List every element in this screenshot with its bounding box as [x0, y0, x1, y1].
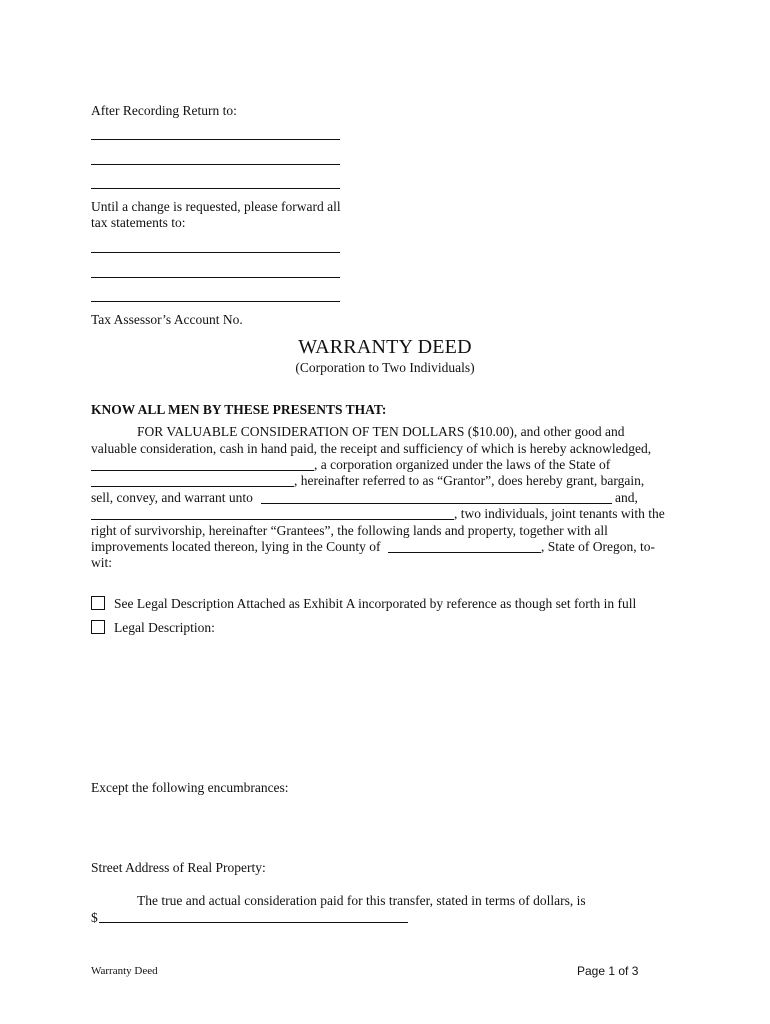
- know-all-heading: KNOW ALL MEN BY THESE PRESENTS THAT:: [91, 402, 387, 417]
- body-line-8b: , State of Oregon, to-: [541, 539, 655, 554]
- body-line-3: , a corporation organized under the laws of the State of: [314, 457, 611, 472]
- consideration-amount-field[interactable]: [99, 922, 408, 923]
- return-line-3[interactable]: [91, 188, 340, 189]
- legal-description-label: Legal Description:: [114, 620, 215, 635]
- exhibit-a-label: See Legal Description Attached as Exhibit A incorporated by reference as though set forth in full: [114, 596, 637, 611]
- document-subtitle: (Corporation to Two Individuals): [295, 360, 475, 375]
- grantee-2-field[interactable]: [91, 519, 454, 520]
- dollar-sign: $: [91, 910, 98, 925]
- body-line-6: , two individuals, joint tenants with the: [454, 506, 665, 521]
- encumbrances-label: Except the following encumbrances:: [91, 780, 289, 795]
- exhibit-a-checkbox[interactable]: [91, 596, 105, 610]
- footer-document-name: Warranty Deed: [91, 965, 158, 977]
- body-line-8a: improvements located thereon, lying in the County of: [91, 539, 381, 554]
- tax-label-line2: tax statements to:: [91, 215, 186, 230]
- tax-line-2[interactable]: [91, 277, 340, 278]
- body-line-4: , hereinafter referred to as “Grantor”, does hereby grant, bargain,: [294, 473, 645, 488]
- tax-label-line1: Until a change is requested, please forward all: [91, 199, 341, 214]
- grantor-name-field[interactable]: [91, 470, 314, 471]
- body-line-1: FOR VALUABLE CONSIDERATION OF TEN DOLLARS ($10.00), and other good and: [137, 424, 625, 439]
- footer-page-number: Page 1 of 3: [577, 964, 639, 978]
- street-address-label: Street Address of Real Property:: [91, 860, 266, 875]
- body-line-7: right of survivorship, hereinafter “Grantees”, the following lands and property, together with all: [91, 523, 608, 538]
- body-line-5a: sell, convey, and warrant unto: [91, 490, 253, 505]
- county-field[interactable]: [388, 552, 541, 553]
- return-line-1[interactable]: [91, 139, 340, 140]
- return-line-2[interactable]: [91, 164, 340, 165]
- return-label: After Recording Return to:: [91, 103, 237, 118]
- grantor-state-field[interactable]: [91, 486, 294, 487]
- body-line-2: valuable consideration, cash in hand paid, the receipt and sufficiency of which is hereby acknowledged,: [91, 441, 652, 456]
- body-line-9: wit:: [91, 555, 113, 570]
- assessor-label: Tax Assessor’s Account No.: [91, 312, 243, 327]
- tax-line-3[interactable]: [91, 301, 340, 302]
- legal-description-checkbox[interactable]: [91, 620, 105, 634]
- tax-line-1[interactable]: [91, 252, 340, 253]
- body-line-5b: and,: [615, 490, 638, 505]
- consideration-text: The true and actual consideration paid for this transfer, stated in terms of dollars, is: [137, 893, 586, 908]
- grantee-1-field[interactable]: [261, 503, 612, 504]
- document-title: WARRANTY DEED: [298, 336, 472, 358]
